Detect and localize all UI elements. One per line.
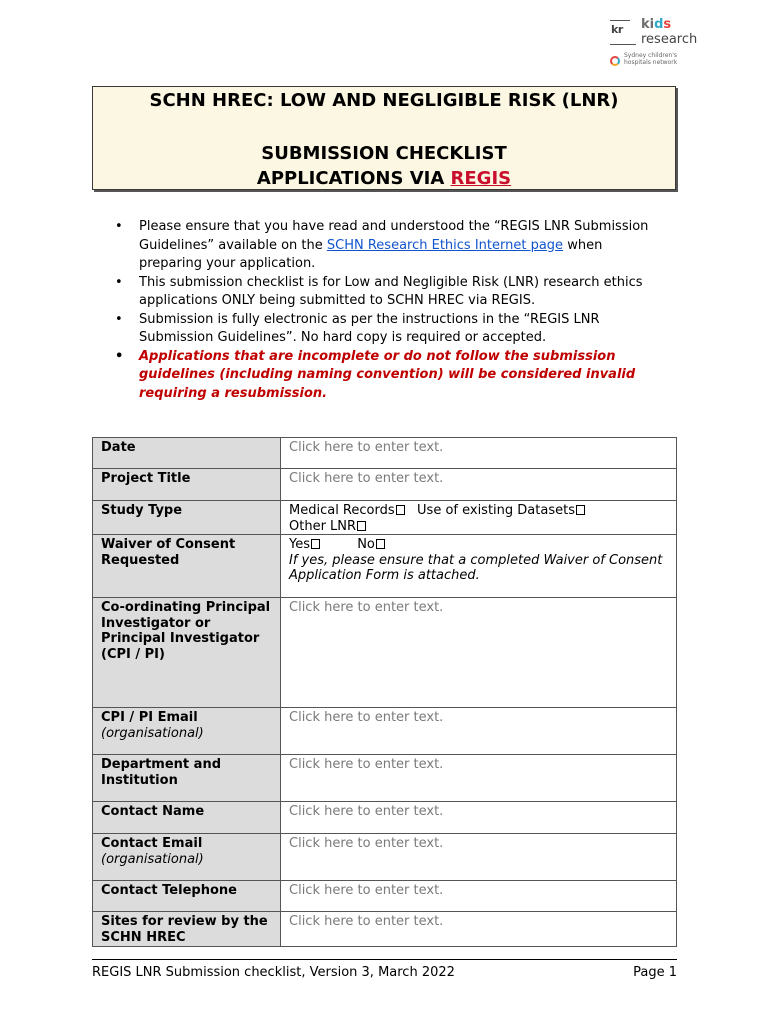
- contact-email-field[interactable]: Click here to enter text.: [281, 834, 677, 881]
- instructions-list: [112, 218, 660, 403]
- logo-kids-part: s: [663, 17, 672, 32]
- cpi-email-field[interactable]: Click here to enter text.: [281, 708, 677, 755]
- list-item: • Submission is fully electronic as per the instructions in the “REGIS LNR Submission Guidelines”. No hard copy is required or accepted.: [112, 311, 660, 348]
- waiver-note: If yes, please ensure that a completed Waiver of Consent Application Form is attached.: [289, 552, 663, 583]
- logo-network-text: Sydney children's hospitals network: [624, 52, 678, 66]
- other-lnr-checkbox[interactable]: [357, 521, 366, 531]
- kids-research-logo: [608, 16, 718, 76]
- contact-name-label: Contact Name: [93, 802, 281, 834]
- title-regis-text: REGIS: [450, 168, 512, 189]
- date-field[interactable]: Click here to enter text.: [281, 438, 677, 469]
- table-row: [93, 708, 677, 755]
- waiver-no-label: No: [357, 537, 375, 552]
- table-row: [93, 755, 677, 802]
- contact-email-label-text: Contact Email: [101, 836, 203, 851]
- cpi-email-label: [93, 708, 281, 755]
- table-row: [93, 881, 677, 912]
- cpi-email-label-text: CPI / PI Email: [101, 710, 198, 725]
- title-line-3-prefix: APPLICATIONS VIA: [256, 168, 451, 189]
- sites-label: Sites for review by the SCHN HREC: [93, 912, 281, 947]
- table-row: [93, 598, 677, 708]
- schn-research-ethics-link[interactable]: SCHN Research Ethics Internet page: [326, 237, 564, 253]
- study-type-option-label: Medical Records: [289, 503, 395, 518]
- logo-rule: [610, 44, 636, 45]
- logo-kr-mark: kr: [611, 23, 623, 36]
- footer-divider: [92, 959, 677, 960]
- contact-name-field[interactable]: Click here to enter text.: [281, 802, 677, 834]
- logo-kids-part: d: [654, 17, 664, 32]
- waiver-options: [281, 535, 677, 598]
- department-field[interactable]: Click here to enter text.: [281, 755, 677, 802]
- waiver-label: Waiver of Consent Requested: [93, 535, 281, 598]
- table-row: [93, 438, 677, 469]
- organisational-note: (organisational): [101, 725, 204, 741]
- waiver-no-checkbox[interactable]: [376, 539, 385, 549]
- list-item-warning: • Applications that are incomplete or do not follow the submission guidelines (including naming convention) will be considered invalid requiring a resubmission.: [112, 348, 660, 404]
- bullet-text: when preparing your application.: [139, 237, 603, 271]
- study-type-label: Study Type: [93, 501, 281, 535]
- existing-datasets-checkbox[interactable]: [576, 505, 585, 515]
- sites-field[interactable]: Click here to enter text.: [281, 912, 677, 947]
- medical-records-checkbox[interactable]: [396, 505, 405, 515]
- table-row: [93, 802, 677, 834]
- title-box: [92, 86, 676, 190]
- table-row: [93, 912, 677, 947]
- table-row: [93, 501, 677, 535]
- list-item: • This submission checklist is for Low and Negligible Risk (LNR) research ethics applications ONLY being submitted to SCHN HREC via REGIS.: [112, 274, 660, 311]
- cpi-field[interactable]: Click here to enter text.: [281, 598, 677, 708]
- study-type-option-label: Other LNR: [289, 518, 357, 534]
- logo-rule: [610, 20, 630, 21]
- contact-telephone-field[interactable]: Click here to enter text.: [281, 881, 677, 912]
- logo-research-text: research: [641, 32, 698, 47]
- logo-kids-part: ki: [641, 17, 655, 32]
- footer-version: REGIS LNR Submission checklist, Version 3, March 2022: [92, 965, 455, 980]
- contact-email-label: [93, 834, 281, 881]
- project-title-label: Project Title: [93, 469, 281, 501]
- list-item: [112, 218, 660, 274]
- project-title-field[interactable]: Click here to enter text.: [281, 469, 677, 501]
- waiver-yes-label: Yes: [289, 537, 310, 552]
- title-line-3: [93, 168, 675, 189]
- title-line-1: SCHN HREC: LOW AND NEGLIGIBLE RISK (LNR): [149, 90, 619, 111]
- title-line-2: SUBMISSION CHECKLIST: [261, 143, 507, 164]
- table-row: [93, 834, 677, 881]
- date-label: Date: [93, 438, 281, 469]
- waiver-yes-checkbox[interactable]: [311, 539, 320, 549]
- network-logo-icon: [610, 56, 620, 66]
- table-row: [93, 469, 677, 501]
- study-type-options: [281, 501, 677, 535]
- submission-form-table: [92, 437, 677, 947]
- table-row: [93, 535, 677, 598]
- footer-page-number: Page 1: [633, 965, 677, 980]
- department-label: Department and Institution: [93, 755, 281, 802]
- contact-telephone-label: Contact Telephone: [93, 881, 281, 912]
- bullet-text: Please ensure that you have read and understood the “REGIS LNR Submission Guidelines” available on the: [139, 219, 649, 253]
- cpi-label: Co-ordinating Principal Investigator or Principal Investigator (CPI / PI): [93, 598, 281, 708]
- study-type-option-label: Use of existing Datasets: [417, 503, 575, 518]
- logo-kids-text: [641, 17, 671, 32]
- organisational-note: (organisational): [101, 851, 204, 867]
